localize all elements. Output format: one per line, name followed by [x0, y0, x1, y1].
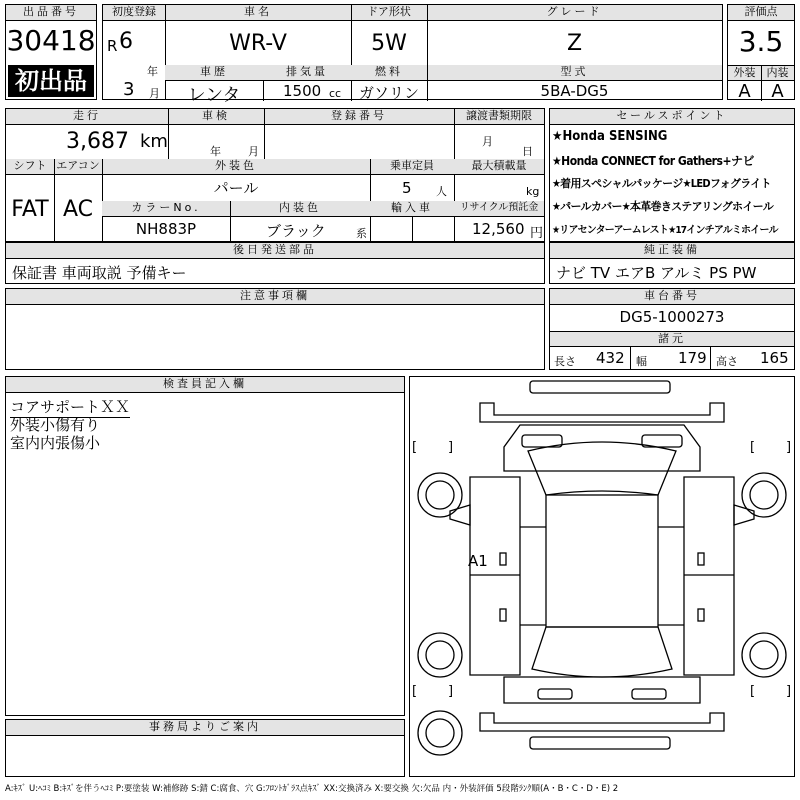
- mileage-unit: km: [140, 131, 168, 152]
- first-reg-year: 6: [119, 29, 133, 54]
- car-name-value: WR-V: [229, 31, 287, 56]
- int-color-value: ブラック: [266, 222, 326, 240]
- door-header: ドア形状: [351, 5, 427, 21]
- score-header: 評価点: [728, 5, 794, 21]
- notes-section: [5, 288, 545, 370]
- sales-point-line: ★Honda SENSING: [552, 129, 668, 144]
- svg-text:[: [: [412, 684, 418, 699]
- reg-no-header: 登録番号: [264, 109, 454, 125]
- equipment-section: [549, 242, 795, 284]
- chassis-value: DG5-1000273: [619, 308, 725, 326]
- sales-point-line: ★リアセンターアームレスト★17インチアルミホイール: [552, 225, 778, 236]
- ext-color-header: 外装色: [102, 159, 370, 175]
- model-header: 型式: [427, 65, 722, 81]
- transfer-header: 譲渡書類期限: [454, 109, 544, 125]
- fuel-value: ガソリン: [358, 84, 419, 102]
- capacity-header: 乗車定員: [370, 159, 454, 175]
- recycle-header: リサイクル預託金: [454, 201, 544, 217]
- length-label: 長さ: [554, 355, 576, 368]
- sales-point-line: ★パールカバー★本革巻きステアリングホイール: [552, 200, 774, 213]
- lot-number: 30418: [6, 24, 96, 57]
- first-reg-header: 初度登録: [103, 5, 165, 21]
- equipment-header: 純正装備: [550, 243, 794, 259]
- history-value: レンタ: [187, 85, 241, 106]
- model-value: 5BA-DG5: [540, 82, 609, 100]
- color-no-header: カラーNo.: [102, 201, 230, 217]
- width-value: 179: [678, 349, 707, 367]
- inspection-month-unit: 月: [248, 145, 259, 158]
- first-reg-year-unit: 年: [147, 65, 158, 78]
- transfer-day-unit: 日: [522, 145, 533, 158]
- height-label: 高さ: [716, 355, 738, 368]
- detail-grid: [5, 108, 545, 242]
- displacement-value: 1500: [283, 82, 322, 100]
- int-color-suffix: 系: [356, 227, 367, 240]
- mileage-header: 走行: [6, 109, 168, 125]
- ext-score-header: 外装: [728, 65, 761, 81]
- later-parts-value: 保証書 車両取説 予備キー: [12, 264, 187, 282]
- history-header: 車歴: [165, 65, 263, 81]
- recycle-unit: 円: [530, 226, 544, 241]
- dimensions-header: 諸元: [550, 331, 794, 347]
- aircon-value: AC: [62, 197, 94, 222]
- ext-color-value: パール: [213, 179, 259, 197]
- inspector-header: 検査員記入欄: [6, 377, 404, 393]
- grade-value: Z: [566, 31, 583, 56]
- first-listing-badge: 初出品: [8, 65, 94, 97]
- later-parts-header: 後日発送部品: [6, 243, 544, 259]
- chassis-section: [549, 288, 795, 370]
- car-name-header: 車名: [165, 5, 351, 21]
- first-reg-month: 3: [123, 79, 135, 100]
- inspector-line: 外装小傷有り: [10, 416, 101, 434]
- top-grid: [102, 4, 723, 106]
- lot-section: [5, 4, 97, 100]
- legend: A:ｷｽﾞ U:ﾍｺﾐ B:ｷｽﾞを伴うﾍｺﾐ P:要塗装 W:補修跡 S:錆 C:腐食、穴 G:ﾌﾛﾝﾄｶﾞﾗｽ点ｷｽﾞ XX:交換済み X:要交換 欠:欠品 内・外装評価 5段階ﾗﾝｸ順(A・B・C・D・E) 2: [5, 784, 619, 794]
- svg-text:]: ]: [448, 440, 454, 455]
- int-score: A: [771, 81, 784, 102]
- displacement-header: 排気量: [263, 65, 351, 81]
- transfer-month-unit: 月: [482, 135, 493, 148]
- lot-header: 出品番号: [6, 5, 96, 21]
- car-diagram: [409, 376, 795, 777]
- later-parts-section: [5, 242, 545, 284]
- fuel-header: 燃料: [351, 65, 427, 81]
- svg-text:[: [: [412, 440, 418, 455]
- score-section: [727, 4, 795, 100]
- displacement-unit: cc: [329, 87, 342, 100]
- shift-header: シフト: [6, 159, 54, 175]
- ext-score: A: [738, 81, 751, 102]
- svg-text:]: ]: [448, 684, 454, 699]
- door-value: 5W: [371, 31, 407, 56]
- first-reg-era: R: [107, 37, 118, 55]
- inspector-line: 室内内張傷小: [10, 434, 101, 452]
- mileage-value: 3,687: [66, 129, 129, 154]
- svg-text:]: ]: [786, 684, 792, 699]
- color-no-value: NH883P: [135, 220, 197, 238]
- recycle-value: 12,560: [472, 220, 525, 238]
- inspection-header: 車検: [168, 109, 264, 125]
- capacity-unit: 人: [436, 185, 447, 198]
- int-score-header: 内装: [761, 65, 794, 81]
- office-header: 事務局よりご案内: [6, 720, 404, 736]
- score-value: 3.5: [738, 25, 784, 58]
- sales-points: [549, 108, 795, 242]
- svg-text:[: [: [750, 684, 756, 699]
- length-value: 432: [596, 349, 625, 367]
- height-value: 165: [760, 349, 789, 367]
- chassis-header: 車台番号: [550, 289, 794, 305]
- inspection-year-unit: 年: [210, 145, 221, 158]
- sales-point-line: ★Honda CONNECT for Gathers+ナビ: [552, 154, 754, 168]
- equipment-value: ナビ TV エアB アルミ PS PW: [556, 264, 757, 282]
- shift-value: FAT: [11, 197, 49, 222]
- width-label: 幅: [636, 355, 647, 368]
- max-load-unit: kg: [526, 185, 540, 198]
- svg-text:]: ]: [786, 440, 792, 455]
- import-header: 輸入車: [370, 201, 454, 217]
- capacity-value: 5: [402, 179, 412, 197]
- svg-text:[: [: [750, 440, 756, 455]
- inspector-section: [5, 376, 405, 716]
- int-color-header: 内装色: [230, 201, 370, 217]
- inspector-line: コアサポートＸＸ: [10, 398, 131, 416]
- office-section: [5, 719, 405, 777]
- sales-points-header: セールスポイント: [550, 109, 794, 125]
- notes-header: 注意事項欄: [6, 289, 544, 305]
- first-reg-month-unit: 月: [149, 87, 160, 100]
- grade-header: グレード: [427, 5, 722, 21]
- aircon-header: エアコン: [54, 159, 102, 175]
- sales-point-line: ★着用スペシャルパッケージ★LEDフォグライト: [552, 177, 771, 190]
- car-outline-diagram: [410, 377, 794, 776]
- damage-marker: A1: [468, 552, 488, 570]
- max-load-header: 最大積載量: [454, 159, 544, 175]
